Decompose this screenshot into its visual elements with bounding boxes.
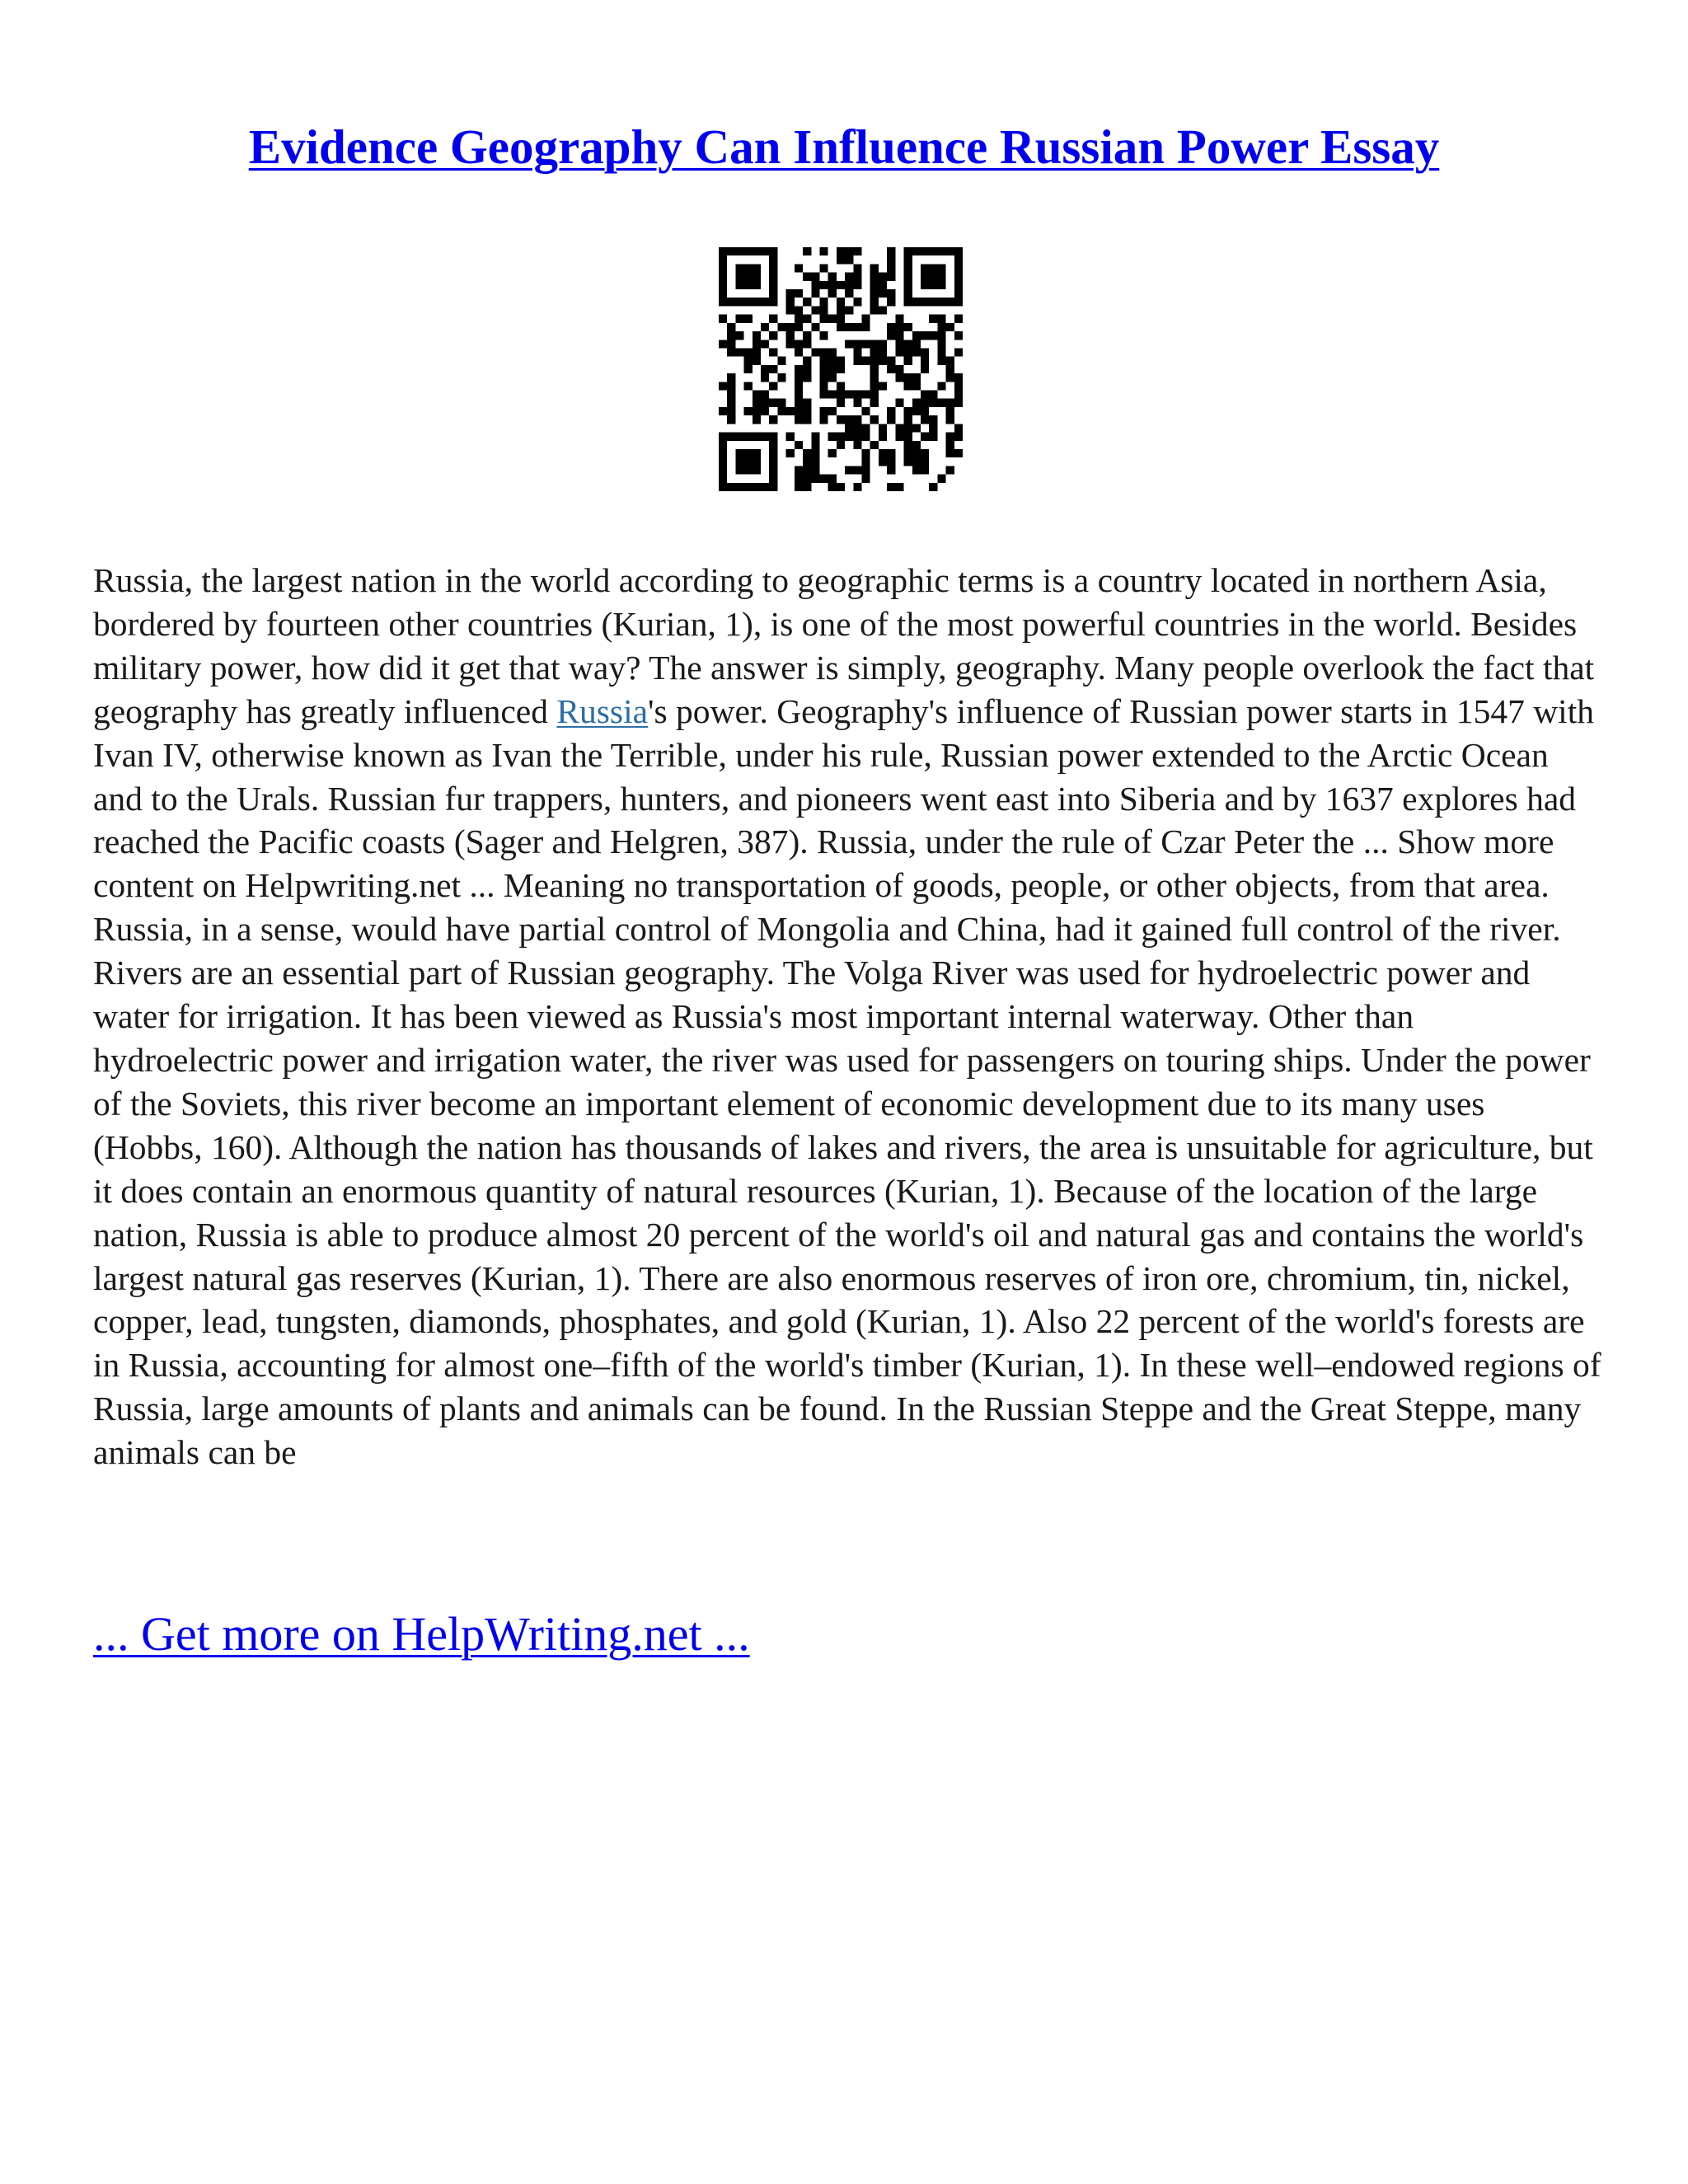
essay-paragraph <box>93 559 1601 1474</box>
paragraph-text-start: Russia, the largest nation in the world according to geographic terms is a country located in northern Asia, bordered by fourteen other countries (Kurian, 1), is one of the most powerful countries in the world. Besides military power, how did it get that way? The answer is simply, geography. Many people overlook the fact that geography has greatly influenced <box>93 561 1595 730</box>
get-more-link[interactable]: ... Get more on HelpWriting.net ... <box>93 1607 750 1661</box>
get-more-container <box>93 1605 750 1663</box>
page-title <box>0 114 1688 180</box>
qr-code-icon <box>719 247 963 491</box>
russia-link[interactable]: Russia <box>556 691 649 730</box>
paragraph-text-end: 's power. Geography's influence of Russian power starts in 1547 with Ivan IV, otherwise known as Ivan the Terrible, under his rule, Russian power extended to the Arctic Ocean and to the Urals. Russian fur trappers, hunters, and pioneers went east into Siberia and by 1637 explores had reached the Pacific coasts (Sager and Helgren, 387). Russia, under the rule of Czar Peter the ... Show more content on Helpwriting.net ... Meaning no transportation of goods, people, or other objects, from that area. Russia, in a sense, would have partial control of Mongolia and China, had it gained full control of the river. Rivers are an essential part of Russian geography. The Volga River was used for hydroelectric power and water for irrigation. It has been viewed as Russia's most important internal waterway. Other than hydroelectric power and irrigation water, the river was used for passengers on touring ships. Under the power of the Soviets, this river become an important element of economic development due to its many uses (Hobbs, 160). Although the nation has thousands of lakes and rivers, the area is unsuitable for agriculture, but it does contain an enormous quantity of natural resources (Kurian, 1). Because of the location of the large nation, Russia is able to produce almost 20 percent of the world's oil and natural gas and contains the world's largest natural gas reserves (Kurian, 1). There are also enormous reserves of iron ore, chromium, tin, nickel, copper, lead, tungsten, diamonds, phosphates, and gold (Kurian, 1). Also 22 percent of the world's forests are in Russia, accounting for almost one–fifth of the world's timber (Kurian, 1). In these well–endowed regions of Russia, large amounts of plants and animals can be found. In the Russian Steppe and the Great Steppe, many animals can be <box>93 691 1601 1472</box>
title-link[interactable]: Evidence Geography Can Influence Russian Power Essay <box>248 120 1440 174</box>
